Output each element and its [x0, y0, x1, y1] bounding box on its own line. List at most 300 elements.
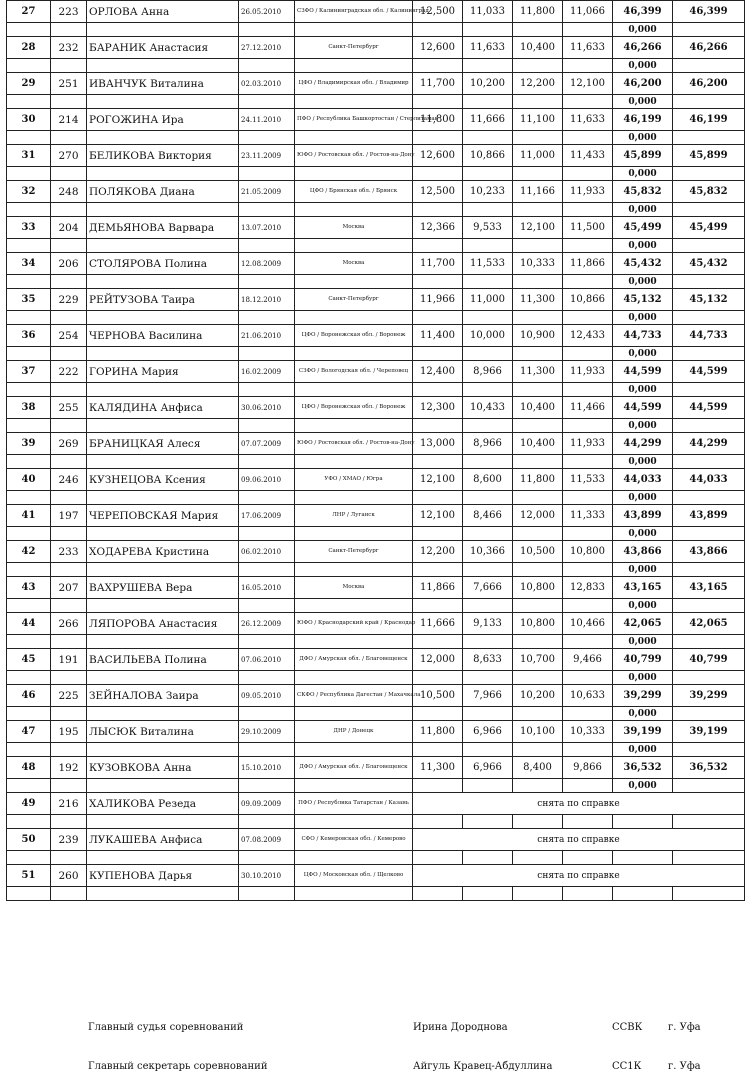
empty-cell: [87, 275, 239, 289]
apparatus-score-3: 11,000: [513, 145, 563, 167]
place-cell: 43: [7, 577, 51, 599]
empty-cell: [295, 887, 413, 901]
place-cell: 39: [7, 433, 51, 455]
total-score-cell: 43,899: [613, 505, 673, 527]
athlete-row: [7, 109, 745, 131]
region-cell: ЦФО / Московская обл. / Щелково: [295, 865, 413, 887]
athlete-name-cell: ПОЛЯКОВА Диана: [87, 181, 239, 203]
empty-cell: [7, 671, 51, 685]
empty-cell: [673, 167, 745, 181]
empty-cell: [463, 635, 513, 649]
empty-cell: [513, 347, 563, 361]
empty-cell: [673, 275, 745, 289]
chief-secretary-city: г. Уфа: [668, 1061, 701, 1072]
place-cell: 27: [7, 1, 51, 23]
apparatus-score-3: 8,400: [513, 757, 563, 779]
apparatus-score-2: 11,000: [463, 289, 513, 311]
athlete-subrow: [7, 167, 745, 181]
empty-cell: [673, 671, 745, 685]
empty-cell: [51, 167, 87, 181]
apparatus-score-4: 11,866: [563, 253, 613, 275]
empty-cell: [7, 491, 51, 505]
athlete-row: [7, 253, 745, 275]
birth-date-cell: 17.06.2009: [239, 505, 295, 527]
empty-cell: [239, 563, 295, 577]
penalty-cell: 0,000: [613, 707, 673, 721]
empty-cell: [513, 527, 563, 541]
penalty-cell: 0,000: [613, 671, 673, 685]
empty-cell: [7, 743, 51, 757]
empty-cell: [413, 347, 463, 361]
empty-cell: [7, 23, 51, 37]
apparatus-score-3: 10,333: [513, 253, 563, 275]
empty-cell: [413, 491, 463, 505]
empty-cell: [513, 599, 563, 613]
empty-cell: [239, 779, 295, 793]
empty-cell: [413, 419, 463, 433]
chief-judge-line: [0, 1022, 750, 1038]
empty-cell: [513, 311, 563, 325]
empty-cell: [513, 383, 563, 397]
apparatus-score-1: 12,000: [413, 649, 463, 671]
bib-number-cell: 232: [51, 37, 87, 59]
penalty-cell: 0,000: [613, 167, 673, 181]
empty-cell: [295, 131, 413, 145]
total-score-cell: 45,899: [613, 145, 673, 167]
apparatus-score-4: 11,500: [563, 217, 613, 239]
empty-cell: [563, 491, 613, 505]
bib-number-cell: 192: [51, 757, 87, 779]
athlete-subrow: [7, 887, 745, 901]
apparatus-score-2: 10,866: [463, 145, 513, 167]
empty-cell: [673, 203, 745, 217]
athlete-subrow: [7, 239, 745, 253]
apparatus-score-4: 11,333: [563, 505, 613, 527]
empty-cell: [7, 635, 51, 649]
total-score-cell: 43,866: [613, 541, 673, 563]
birth-date-cell: 18.12.2010: [239, 289, 295, 311]
penalty-cell: 0,000: [613, 527, 673, 541]
bib-number-cell: 251: [51, 73, 87, 95]
empty-cell: [673, 239, 745, 253]
penalty-cell: 0,000: [613, 347, 673, 361]
penalty-cell: 0,000: [613, 131, 673, 145]
final-score-cell: 44,733: [673, 325, 745, 347]
empty-cell: [563, 167, 613, 181]
empty-cell: [463, 743, 513, 757]
empty-cell: [413, 527, 463, 541]
empty-cell: [463, 419, 513, 433]
empty-cell: [413, 455, 463, 469]
empty-cell: [295, 347, 413, 361]
final-score-cell: 45,899: [673, 145, 745, 167]
final-score-cell: 44,599: [673, 361, 745, 383]
total-score-cell: 44,299: [613, 433, 673, 455]
birth-date-cell: 13.07.2010: [239, 217, 295, 239]
athlete-name-cell: БРАНИЦКАЯ Алеся: [87, 433, 239, 455]
empty-cell: [463, 167, 513, 181]
final-score-cell: 45,132: [673, 289, 745, 311]
empty-cell: [513, 455, 563, 469]
bib-number-cell: 270: [51, 145, 87, 167]
apparatus-score-1: 10,500: [413, 685, 463, 707]
apparatus-score-1: 12,600: [413, 37, 463, 59]
empty-cell: [239, 671, 295, 685]
empty-cell: [413, 599, 463, 613]
empty-cell: [87, 707, 239, 721]
region-cell: ЦФО / Воронежская обл. / Воронеж: [295, 325, 413, 347]
empty-cell: [673, 311, 745, 325]
empty-cell: [613, 815, 673, 829]
birth-date-cell: 16.05.2010: [239, 577, 295, 599]
empty-cell: [87, 455, 239, 469]
empty-cell: [513, 671, 563, 685]
apparatus-score-4: 11,466: [563, 397, 613, 419]
athlete-subrow: [7, 311, 745, 325]
empty-cell: [295, 491, 413, 505]
apparatus-score-2: 8,600: [463, 469, 513, 491]
empty-cell: [239, 599, 295, 613]
athlete-row: [7, 649, 745, 671]
empty-cell: [87, 383, 239, 397]
athlete-row: [7, 181, 745, 203]
empty-cell: [7, 527, 51, 541]
athlete-row: [7, 541, 745, 563]
empty-cell: [51, 779, 87, 793]
athlete-row: [7, 433, 745, 455]
penalty-cell: 0,000: [613, 419, 673, 433]
apparatus-score-4: 10,633: [563, 685, 613, 707]
empty-cell: [463, 131, 513, 145]
empty-cell: [513, 203, 563, 217]
bib-number-cell: 225: [51, 685, 87, 707]
empty-cell: [7, 131, 51, 145]
birth-date-cell: 12.08.2009: [239, 253, 295, 275]
empty-cell: [51, 707, 87, 721]
empty-cell: [413, 707, 463, 721]
empty-cell: [673, 851, 745, 865]
chief-judge-category: ССВК: [612, 1022, 643, 1033]
birth-date-cell: 06.02.2010: [239, 541, 295, 563]
athlete-row: [7, 613, 745, 635]
empty-cell: [463, 671, 513, 685]
empty-cell: [673, 419, 745, 433]
total-score-cell: 44,033: [613, 469, 673, 491]
apparatus-score-3: 10,800: [513, 577, 563, 599]
final-score-cell: 46,399: [673, 1, 745, 23]
apparatus-score-3: 11,800: [513, 1, 563, 23]
penalty-cell: 0,000: [613, 599, 673, 613]
empty-cell: [239, 743, 295, 757]
empty-cell: [239, 275, 295, 289]
chief-secretary-line: [0, 1061, 750, 1077]
empty-cell: [563, 59, 613, 73]
athlete-subrow: [7, 59, 745, 73]
athlete-subrow: [7, 95, 745, 109]
empty-cell: [563, 707, 613, 721]
empty-cell: [563, 743, 613, 757]
bib-number-cell: 197: [51, 505, 87, 527]
empty-cell: [87, 887, 239, 901]
apparatus-score-1: 11,866: [413, 577, 463, 599]
empty-cell: [463, 563, 513, 577]
empty-cell: [295, 455, 413, 469]
empty-cell: [513, 815, 563, 829]
region-cell: СЗФО / Вологодская обл. / Череповец: [295, 361, 413, 383]
place-cell: 44: [7, 613, 51, 635]
empty-cell: [673, 527, 745, 541]
region-cell: ДНР / Донецк: [295, 721, 413, 743]
final-score-cell: 44,033: [673, 469, 745, 491]
empty-cell: [673, 563, 745, 577]
apparatus-score-4: 9,466: [563, 649, 613, 671]
athlete-row: [7, 289, 745, 311]
athlete-name-cell: ЗЕЙНАЛОВА Заира: [87, 685, 239, 707]
empty-cell: [463, 203, 513, 217]
apparatus-score-2: 6,966: [463, 757, 513, 779]
empty-cell: [563, 23, 613, 37]
total-score-cell: 40,799: [613, 649, 673, 671]
apparatus-score-2: 7,666: [463, 577, 513, 599]
athlete-row: [7, 865, 745, 887]
penalty-cell: 0,000: [613, 239, 673, 253]
region-cell: ЮФО / Ростовская обл. / Ростов-на-Дону: [295, 145, 413, 167]
empty-cell: [51, 275, 87, 289]
empty-cell: [513, 275, 563, 289]
empty-cell: [7, 851, 51, 865]
empty-cell: [239, 635, 295, 649]
empty-cell: [295, 671, 413, 685]
empty-cell: [673, 23, 745, 37]
empty-cell: [87, 779, 239, 793]
athlete-subrow: [7, 635, 745, 649]
apparatus-score-1: 12,100: [413, 505, 463, 527]
birth-date-cell: 21.06.2010: [239, 325, 295, 347]
athlete-name-cell: ГОРИНА Мария: [87, 361, 239, 383]
place-cell: 33: [7, 217, 51, 239]
apparatus-score-2: 11,533: [463, 253, 513, 275]
empty-cell: [513, 23, 563, 37]
total-score-cell: 39,199: [613, 721, 673, 743]
empty-cell: [413, 131, 463, 145]
final-score-cell: 46,266: [673, 37, 745, 59]
place-cell: 37: [7, 361, 51, 383]
final-score-cell: 44,599: [673, 397, 745, 419]
empty-cell: [87, 635, 239, 649]
total-score-cell: 45,499: [613, 217, 673, 239]
empty-cell: [51, 311, 87, 325]
place-cell: 42: [7, 541, 51, 563]
empty-cell: [513, 851, 563, 865]
empty-cell: [239, 167, 295, 181]
empty-cell: [7, 59, 51, 73]
apparatus-score-2: 10,200: [463, 73, 513, 95]
apparatus-score-1: 13,000: [413, 433, 463, 455]
empty-cell: [673, 779, 745, 793]
region-cell: Москва: [295, 577, 413, 599]
penalty-cell: 0,000: [613, 779, 673, 793]
athlete-row: [7, 469, 745, 491]
athlete-name-cell: ЧЕРНОВА Василина: [87, 325, 239, 347]
apparatus-score-4: 10,466: [563, 613, 613, 635]
apparatus-score-1: 12,100: [413, 469, 463, 491]
birth-date-cell: 07.08.2009: [239, 829, 295, 851]
empty-cell: [7, 275, 51, 289]
athlete-row: [7, 757, 745, 779]
bib-number-cell: 269: [51, 433, 87, 455]
athlete-name-cell: ЧЕРЕПОВСКАЯ Мария: [87, 505, 239, 527]
bib-number-cell: 191: [51, 649, 87, 671]
empty-cell: [7, 239, 51, 253]
athlete-subrow: [7, 527, 745, 541]
empty-cell: [87, 563, 239, 577]
empty-cell: [239, 851, 295, 865]
empty-cell: [239, 383, 295, 397]
empty-cell: [463, 851, 513, 865]
penalty-cell: 0,000: [613, 311, 673, 325]
penalty-cell: 0,000: [613, 275, 673, 289]
empty-cell: [563, 635, 613, 649]
athlete-row: [7, 145, 745, 167]
empty-cell: [51, 815, 87, 829]
athlete-row: [7, 217, 745, 239]
athlete-row: [7, 577, 745, 599]
bib-number-cell: 255: [51, 397, 87, 419]
apparatus-score-2: 9,533: [463, 217, 513, 239]
apparatus-score-3: 11,300: [513, 289, 563, 311]
apparatus-score-4: 11,433: [563, 145, 613, 167]
empty-cell: [563, 671, 613, 685]
empty-cell: [87, 203, 239, 217]
apparatus-score-1: 12,600: [413, 145, 463, 167]
empty-cell: [239, 527, 295, 541]
empty-cell: [295, 383, 413, 397]
birth-date-cell: 02.03.2010: [239, 73, 295, 95]
athlete-row: [7, 325, 745, 347]
empty-cell: [463, 887, 513, 901]
athlete-name-cell: ВАСИЛЬЕВА Полина: [87, 649, 239, 671]
apparatus-score-4: 11,933: [563, 433, 613, 455]
empty-cell: [563, 203, 613, 217]
total-score-cell: 42,065: [613, 613, 673, 635]
place-cell: 32: [7, 181, 51, 203]
athlete-subrow: [7, 275, 745, 289]
empty-cell: [239, 59, 295, 73]
empty-cell: [563, 347, 613, 361]
empty-cell: [563, 455, 613, 469]
athlete-name-cell: РОГОЖИНА Ира: [87, 109, 239, 131]
bib-number-cell: 222: [51, 361, 87, 383]
empty-cell: [51, 383, 87, 397]
total-score-cell: 46,199: [613, 109, 673, 131]
empty-cell: [295, 419, 413, 433]
empty-cell: [87, 347, 239, 361]
apparatus-score-4: 11,066: [563, 1, 613, 23]
place-cell: 35: [7, 289, 51, 311]
birth-date-cell: 26.12.2009: [239, 613, 295, 635]
empty-cell: [673, 347, 745, 361]
chief-judge-role: Главный судья соревнований: [88, 1022, 244, 1033]
athlete-row: [7, 505, 745, 527]
empty-cell: [87, 239, 239, 253]
apparatus-score-3: 11,100: [513, 109, 563, 131]
empty-cell: [239, 347, 295, 361]
bib-number-cell: 223: [51, 1, 87, 23]
apparatus-score-1: 11,700: [413, 253, 463, 275]
birth-date-cell: 26.05.2010: [239, 1, 295, 23]
final-score-cell: 43,165: [673, 577, 745, 599]
empty-cell: [7, 563, 51, 577]
empty-cell: [87, 491, 239, 505]
empty-cell: [463, 491, 513, 505]
empty-cell: [513, 707, 563, 721]
region-cell: Москва: [295, 217, 413, 239]
total-score-cell: 44,599: [613, 361, 673, 383]
empty-cell: [463, 383, 513, 397]
empty-cell: [87, 851, 239, 865]
empty-cell: [463, 23, 513, 37]
apparatus-score-4: 11,933: [563, 361, 613, 383]
athlete-name-cell: БАРАНИК Анастасия: [87, 37, 239, 59]
apparatus-score-2: 8,966: [463, 361, 513, 383]
apparatus-score-1: 11,400: [413, 325, 463, 347]
apparatus-score-1: 12,300: [413, 397, 463, 419]
empty-cell: [295, 203, 413, 217]
empty-cell: [295, 95, 413, 109]
empty-cell: [87, 527, 239, 541]
empty-cell: [239, 23, 295, 37]
status-cell: снята по справке: [413, 829, 745, 851]
empty-cell: [463, 239, 513, 253]
apparatus-score-3: 11,300: [513, 361, 563, 383]
empty-cell: [51, 635, 87, 649]
athlete-row: [7, 37, 745, 59]
empty-cell: [413, 563, 463, 577]
athlete-subrow: [7, 851, 745, 865]
athlete-name-cell: ХОДАРЕВА Кристина: [87, 541, 239, 563]
empty-cell: [563, 275, 613, 289]
empty-cell: [295, 815, 413, 829]
total-score-cell: 45,132: [613, 289, 673, 311]
bib-number-cell: 214: [51, 109, 87, 131]
apparatus-score-2: 11,033: [463, 1, 513, 23]
empty-cell: [87, 599, 239, 613]
empty-cell: [51, 59, 87, 73]
apparatus-score-3: 10,400: [513, 397, 563, 419]
apparatus-score-1: 12,500: [413, 1, 463, 23]
birth-date-cell: 30.06.2010: [239, 397, 295, 419]
empty-cell: [513, 167, 563, 181]
apparatus-score-3: 10,100: [513, 721, 563, 743]
final-score-cell: 39,299: [673, 685, 745, 707]
apparatus-score-3: 11,800: [513, 469, 563, 491]
empty-cell: [239, 203, 295, 217]
empty-cell: [563, 887, 613, 901]
athlete-name-cell: ДЕМЬЯНОВА Варвара: [87, 217, 239, 239]
empty-cell: [87, 671, 239, 685]
athlete-name-cell: ЛЫСЮК Виталина: [87, 721, 239, 743]
athlete-row: [7, 685, 745, 707]
empty-cell: [613, 887, 673, 901]
empty-cell: [513, 743, 563, 757]
apparatus-score-3: 11,166: [513, 181, 563, 203]
chief-judge-city: г. Уфа: [668, 1022, 701, 1033]
empty-cell: [239, 455, 295, 469]
penalty-cell: 0,000: [613, 203, 673, 217]
birth-date-cell: 07.07.2009: [239, 433, 295, 455]
empty-cell: [563, 383, 613, 397]
athlete-row: [7, 1, 745, 23]
